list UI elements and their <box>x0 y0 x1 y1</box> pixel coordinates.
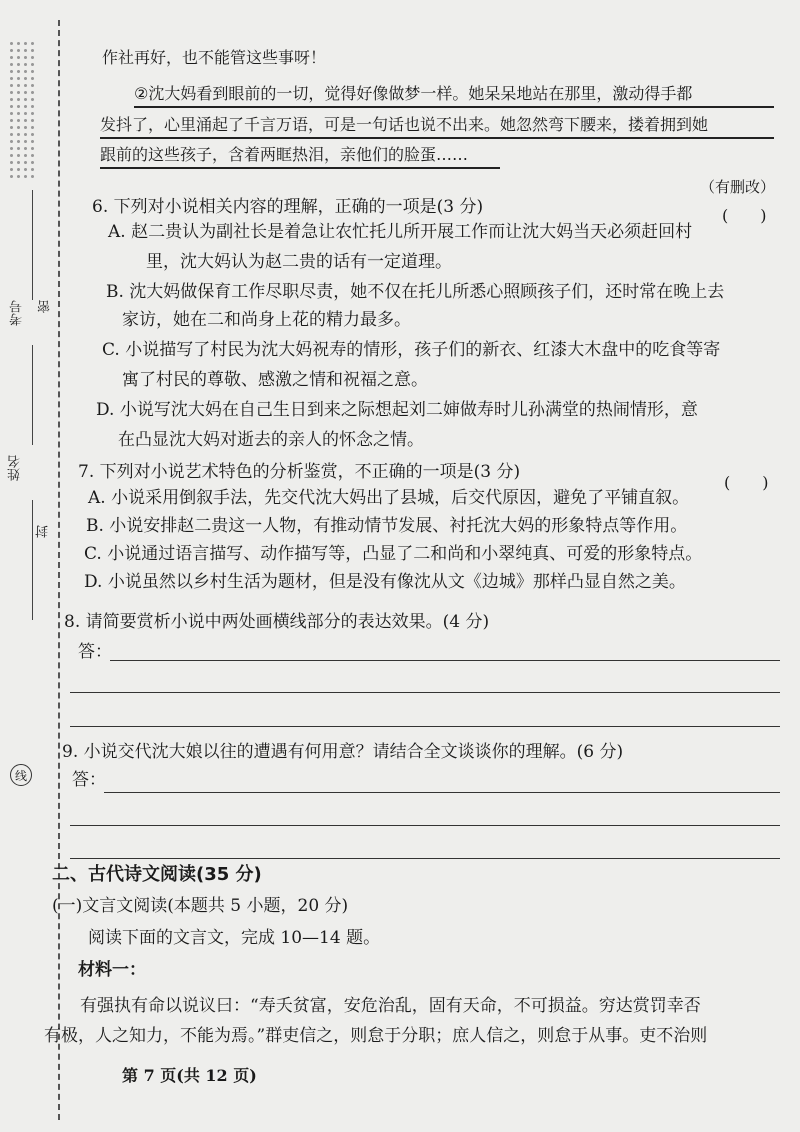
q6-option-b: B. 沈大妈做保育工作尽职尽责，她不仅在托儿所悉心照顾孩子们，还时常在晚上去 <box>106 282 725 302</box>
q9-answer-line[interactable] <box>104 792 780 793</box>
q7-answer-bracket: ( ) <box>724 473 769 492</box>
q6-stem: 6. 下列对小说相关内容的理解，正确的一项是(3 分) <box>92 197 484 217</box>
margin-rule <box>32 500 33 620</box>
binding-dashed-line <box>58 20 60 1120</box>
q9-answer-line[interactable] <box>70 825 780 826</box>
q6-option-d-cont: 在凸显沈大妈对逝去的亲人的怀念之情。 <box>118 430 424 450</box>
q7-option-d: D. 小说虽然以乡村生活为题材，但是没有像沈从文《边城》那样凸显自然之美。 <box>84 572 686 592</box>
underline-mark <box>100 137 774 139</box>
margin-rule <box>32 190 33 300</box>
q7-option-a: A. 小说采用倒叙手法，先交代沈大妈出了县城，后交代原因，避免了平铺直叙。 <box>88 488 690 508</box>
label-xingming: 姓名 <box>8 455 23 481</box>
q6-option-b-cont: 家访，她在二和尚身上花的精力最多。 <box>122 310 411 330</box>
q7-stem: 7. 下列对小说艺术特色的分析鉴赏，不正确的一项是(3 分) <box>78 462 521 482</box>
story-line: 作社再好，也不能管这些事呀！ <box>102 48 327 67</box>
subsection-title: (一)文言文阅读(本题共 5 小题，20 分) <box>52 896 349 916</box>
q7-option-b: B. 小说安排赵二贵这一人物，有推动情节发展、衬托沈大妈的形象特点等作用。 <box>86 516 688 536</box>
classical-text-line: 有极，人之知力，不能为焉。”群吏信之，则怠于分职；庶人信之，则怠于从事。吏不治则 <box>44 1026 708 1046</box>
story-underlined-line: ②沈大妈看到眼前的一切，觉得好像做梦一样。她呆呆地站在那里，激动得手都 <box>134 84 693 103</box>
q6-option-d: D. 小说写沈大妈在自己生日到来之际想起刘二婶做寿时儿孙满堂的热闹情形，意 <box>96 400 698 420</box>
q6-option-a-cont: 里，沈大妈认为赵二贵的话有一定道理。 <box>146 252 452 272</box>
q9-stem: 9. 小说交代沈大娘以往的遭遇有何用意？请结合全文谈谈你的理解。(6 分) <box>62 742 624 762</box>
section-title: 二、古代诗文阅读(35 分) <box>52 864 262 885</box>
q9-answer-label: 答： <box>72 770 106 790</box>
q7-option-c: C. 小说通过语言描写、动作描写等，凸显了二和尚和小翠纯真、可爱的形象特点。 <box>84 544 703 564</box>
seal-feng: 封 <box>36 525 51 538</box>
q8-answer-line[interactable] <box>70 726 780 727</box>
material-label: 材料一： <box>78 960 146 980</box>
q6-option-c-cont: 寓了村民的尊敬、感激之情和祝福之意。 <box>122 370 428 390</box>
q6-option-a: A. 赵二贵认为副社长是着急让农忙托儿所开展工作而让沈大妈当天必须赶回村 <box>108 222 693 242</box>
q8-answer-label: 答： <box>78 642 112 662</box>
source-note: （有删改） <box>700 178 776 196</box>
margin-rule <box>32 345 33 445</box>
instructions: 阅读下面的文言文，完成 10—14 题。 <box>88 928 381 948</box>
q6-option-c: C. 小说描写了村民为沈大妈祝寿的情形，孩子们的新衣、红漆大木盘中的吃食等寄 <box>102 340 721 360</box>
q9-answer-line[interactable] <box>70 858 780 859</box>
page-number: 第 7 页(共 12 页) <box>122 1066 257 1085</box>
underline-mark <box>100 167 500 169</box>
label-kaohao: 考号 <box>10 300 25 326</box>
q8-stem: 8. 请简要赏析小说中两处画横线部分的表达效果。(4 分) <box>64 612 490 632</box>
seal-xian: 线 <box>10 764 32 786</box>
seal-mi: 密 <box>38 300 53 313</box>
classical-text-line: 有强执有命以说议曰：“寿夭贫富，安危治乱，固有天命，不可损益。穷达赏罚幸否 <box>80 996 701 1016</box>
story-underlined-line: 发抖了，心里涌起了千言万语，可是一句话也说不出来。她忽然弯下腰来，搂着拥到她 <box>100 115 709 134</box>
underline-mark <box>134 106 774 108</box>
decorative-dot-pattern <box>8 40 36 180</box>
binding-margin <box>0 0 62 1132</box>
q8-answer-line[interactable] <box>110 660 780 661</box>
q8-answer-line[interactable] <box>70 692 780 693</box>
q6-answer-bracket: ( ) <box>722 206 767 225</box>
story-underlined-line: 跟前的这些孩子，含着两眶热泪，亲他们的脸蛋…… <box>100 145 469 164</box>
